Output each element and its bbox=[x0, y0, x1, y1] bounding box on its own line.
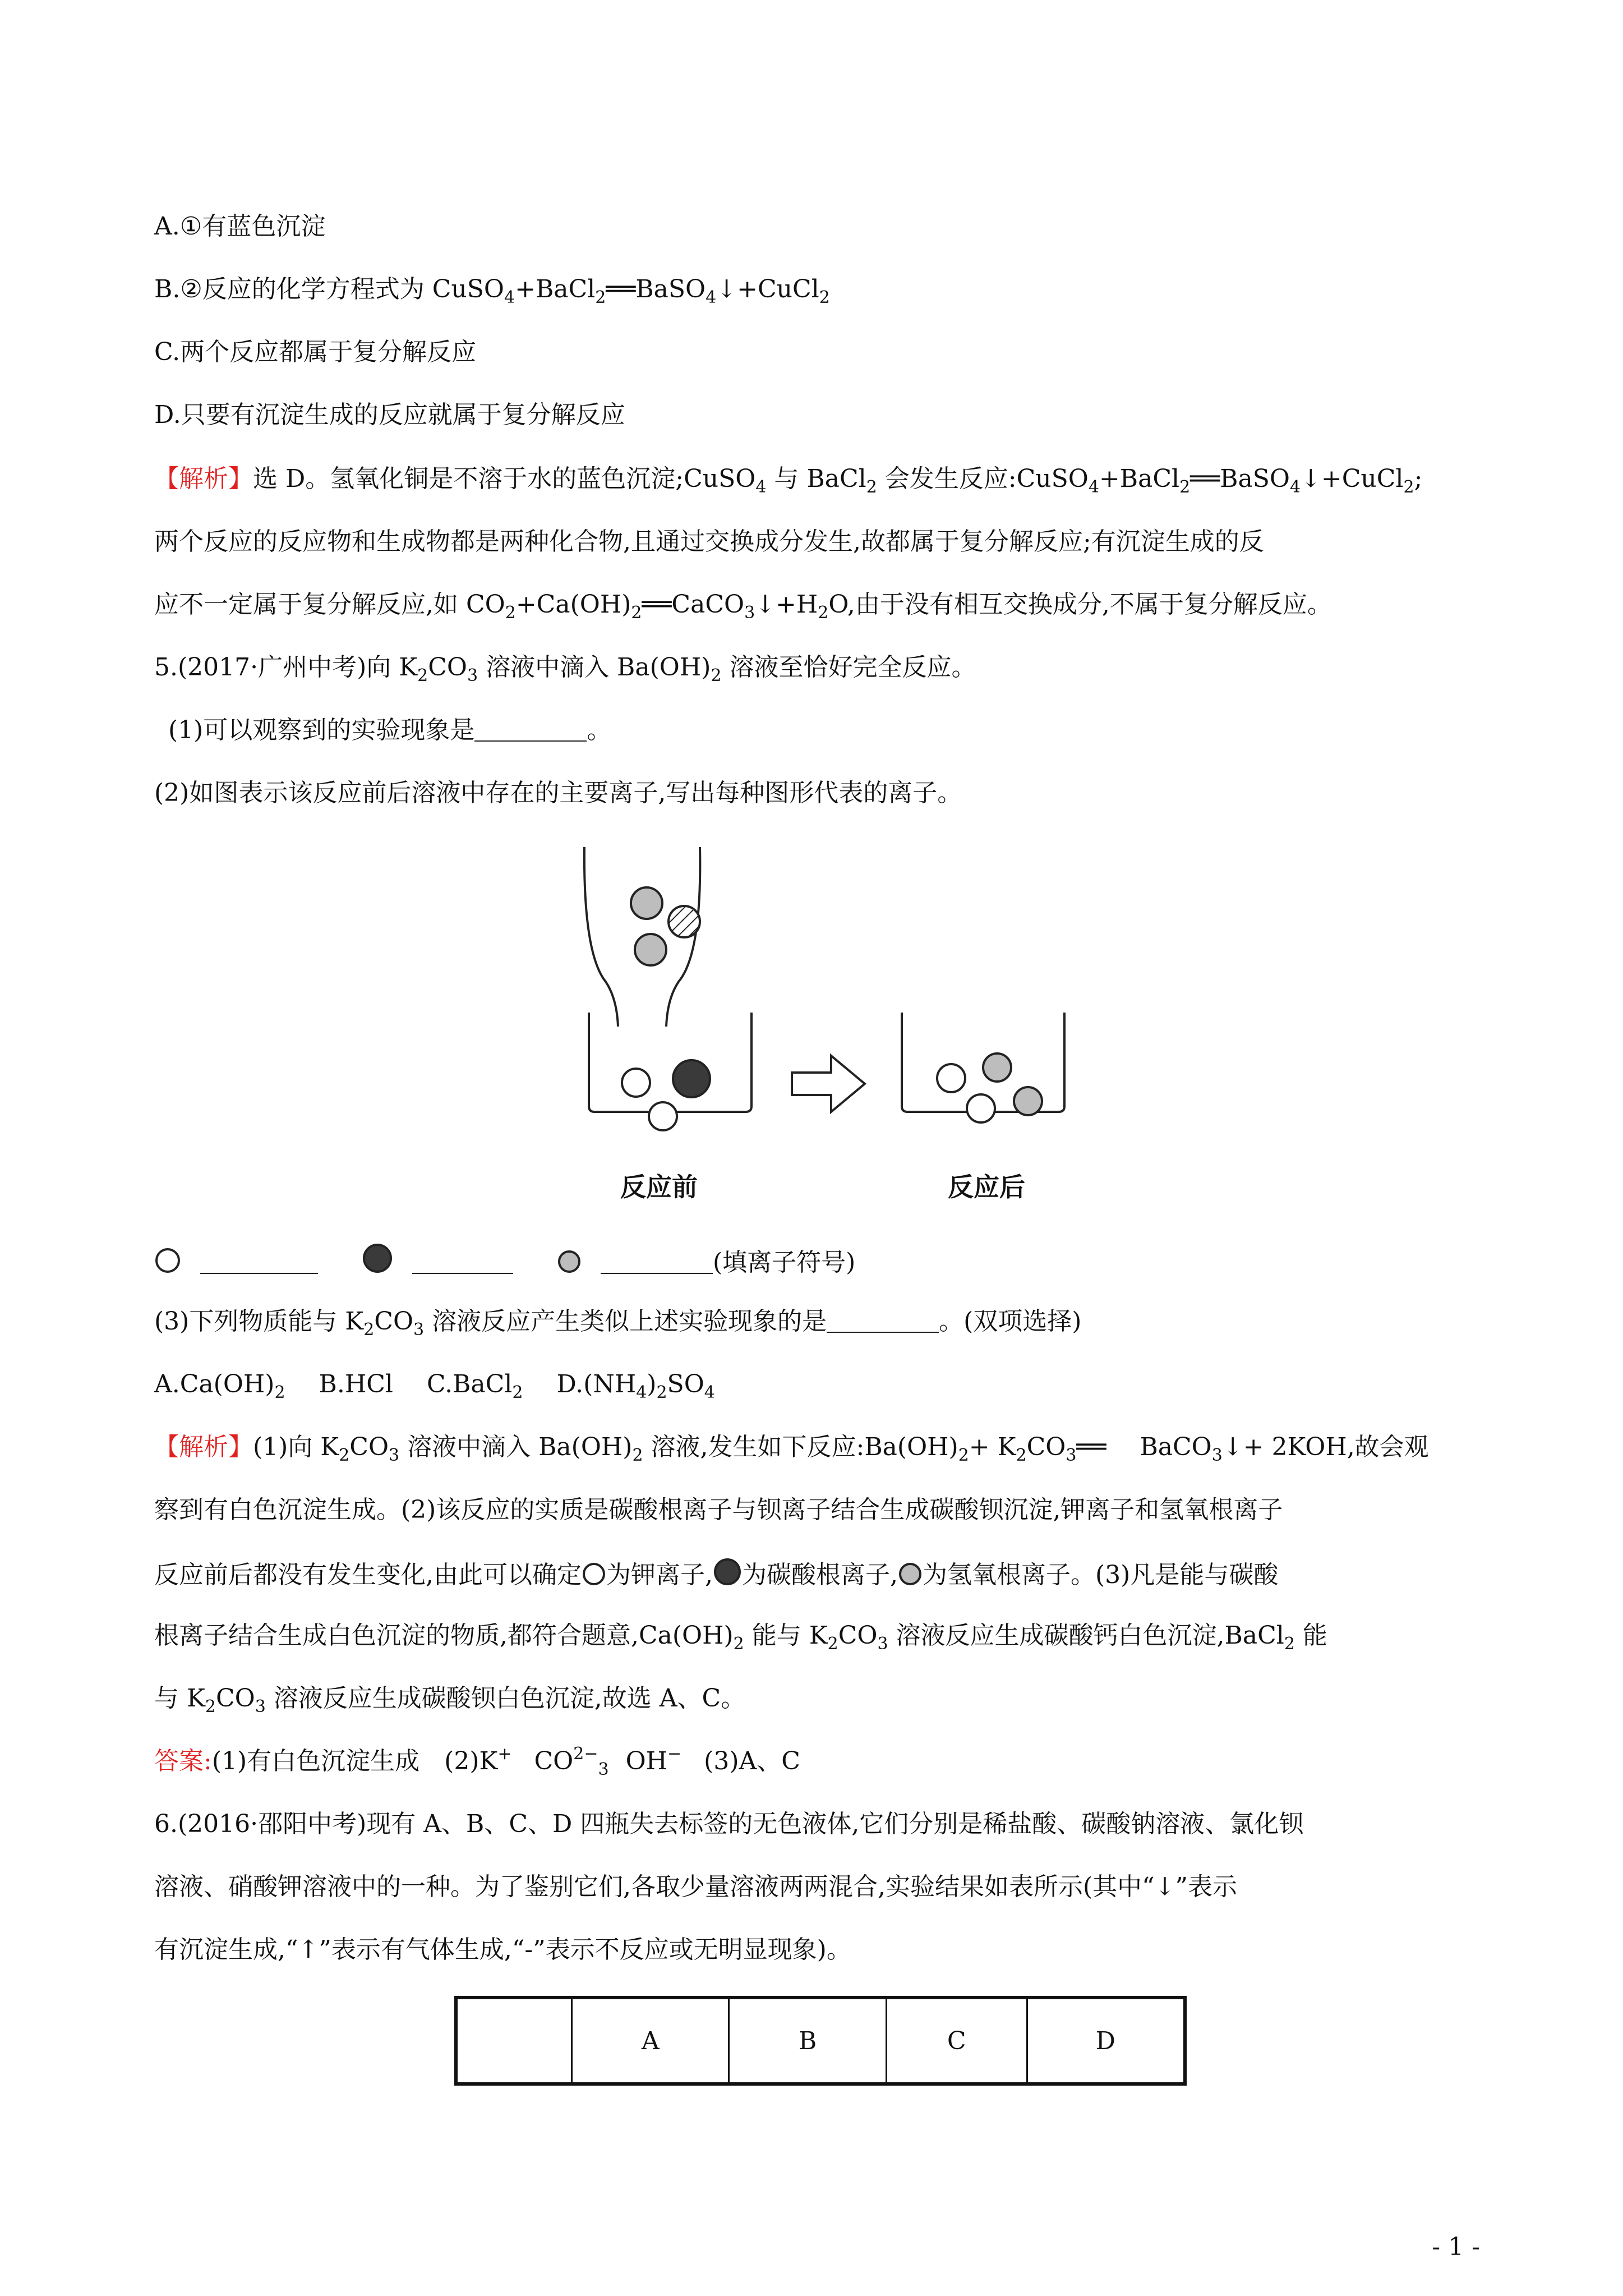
table-header-cell: A bbox=[572, 1998, 729, 2084]
q6-line3: 有沉淀生成,“↑”表示有气体生成,“-”表示不反应或无明显现象)。 bbox=[154, 1935, 851, 1964]
grey-circle-icon bbox=[898, 1562, 923, 1586]
answer-blank[interactable] bbox=[200, 1250, 318, 1274]
black-circle-icon bbox=[713, 1557, 742, 1586]
q4-option-c: C.两个反应都属于复分解反应 bbox=[154, 338, 477, 366]
white-circle-icon bbox=[622, 1069, 650, 1097]
q4-option-b: B.②反应的化学方程式为 CuSO$_4$+BaCl$_2$══BaSO$_4$↓+CuCl$_2$ bbox=[154, 275, 830, 307]
analysis-tag: 【解析】 bbox=[154, 1433, 253, 1461]
q5-part1: (1)可以观察到的实验现象是 。 bbox=[168, 716, 612, 744]
table-header-cell bbox=[456, 1998, 572, 2084]
q5-answer: 答案:(1)有白色沉淀生成 (2)K+ $CO^{2-}_3$ OH− (3)A、C bbox=[154, 1744, 800, 1779]
q5-stem: 5.(2017·广州中考)向 $K_2CO_3$ 溶液中滴入 $Ba(OH)_2$ 溶液至恰好完全反应。 bbox=[154, 653, 976, 685]
white-circle-icon bbox=[967, 1094, 995, 1122]
grey-circle-icon bbox=[983, 1053, 1011, 1082]
table-header-row bbox=[456, 1998, 1185, 2084]
beaker-before bbox=[589, 1013, 751, 1112]
answer-blank[interactable] bbox=[601, 1250, 713, 1274]
q5-part3: (3)下列物质能与 $K_2CO_3$ 溶液反应产生类似上述实验现象的是 。(双项选择) bbox=[154, 1307, 1082, 1340]
black-circle-icon bbox=[673, 1060, 710, 1097]
q4-analysis-line2: 两个反应的反应物和生成物都是两种化合物,且通过交换成分发生,故都属于复分解反应;有沉淀生成的反 bbox=[154, 527, 1264, 556]
q4-analysis-line1: 【解析】选 D。氢氧化铜是不溶于水的蓝色沉淀;CuSO$_4$ 与 BaCl$_2$ 会发生反应:CuSO$_4$+BaCl$_2$══BaSO$_4$↓+CuCl$_2$; bbox=[154, 464, 1423, 497]
dropper-left-wall bbox=[584, 847, 618, 1027]
q5-part2: (2)如图表示该反应前后溶液中存在的主要离子,写出每种图形代表的离子。 bbox=[154, 779, 962, 807]
analysis-tag: 【解析】 bbox=[154, 464, 253, 493]
q5-analysis-line1: 【解析】(1)向 $K_2CO_3$ 溶液中滴入 $Ba(OH)_2$ 溶液,发生如下反应$:Ba(OH)_2+$ $K_2CO_3══$ BaCO$_3$↓+ 2KOH,故会观 bbox=[154, 1433, 1429, 1465]
label-before: 反应前 bbox=[620, 1172, 698, 1202]
reaction-diagram bbox=[572, 841, 1088, 1156]
white-circle-icon bbox=[649, 1102, 677, 1130]
grey-circle-icon bbox=[635, 934, 666, 965]
q5-analysis-line4: 根离子结合生成白色沉淀的物质,都符合题意$,Ca(OH)_2$ 能与 $K_2CO_3$ 溶液反应生成碳酸钙白色沉淀,BaCl$_2$ 能 bbox=[154, 1621, 1327, 1654]
black-circle-icon bbox=[362, 1243, 393, 1274]
answer-blank[interactable] bbox=[412, 1250, 513, 1274]
table-header-cell: C bbox=[886, 1998, 1027, 2084]
white-circle-icon bbox=[154, 1247, 181, 1274]
white-circle-icon bbox=[582, 1562, 606, 1586]
q5-options: $A.Ca(OH)_2$ B.HCl C.BaCl$_2$ $D.(NH_4)_2SO_4$ bbox=[154, 1370, 715, 1402]
grey-circle-icon bbox=[631, 887, 662, 919]
result-table bbox=[454, 1996, 1187, 2086]
q4-analysis-line3: 应不一定属于复分解反应,如 $CO_2+Ca(OH)_2══CaCO_3↓+H_2O$,由于没有相互交换成分,不属于复分解反应。 bbox=[154, 590, 1332, 623]
q6-line2: 溶液、硝酸钾溶液中的一种。为了鉴别它们,各取少量溶液两两混合,实验结果如表所示(其中“↓”表示 bbox=[154, 1872, 1237, 1901]
ion-fill-line: (填离子符号) bbox=[154, 1243, 1472, 1278]
white-circle-icon bbox=[937, 1064, 965, 1092]
answer-blank[interactable] bbox=[474, 718, 587, 742]
table-header-cell: B bbox=[729, 1998, 886, 2084]
answer-tag: 答案: bbox=[154, 1747, 212, 1775]
table-header-cell: D bbox=[1027, 1998, 1185, 2084]
q5-analysis-line5: 与 $K_2CO_3$ 溶液反应生成碳酸钡白色沉淀,故选 A、C。 bbox=[154, 1684, 746, 1717]
q4-option-d: D.只要有沉淀生成的反应就属于复分解反应 bbox=[154, 401, 625, 429]
hatched-circle-icon bbox=[668, 906, 700, 937]
q4-option-a: A.①有蓝色沉淀 bbox=[154, 212, 326, 241]
grey-circle-icon bbox=[1014, 1087, 1042, 1115]
q5-analysis-line2: 察到有白色沉淀生成。(2)该反应的实质是碳酸根离子与钡离子结合生成碳酸钡沉淀,钾离子和氢氧根离子 bbox=[154, 1496, 1283, 1524]
q6-line1: 6.(2016·邵阳中考)现有 A、B、C、D 四瓶失去标签的无色液体,它们分别是稀盐酸、碳酸钠溶液、氯化钡 bbox=[154, 1810, 1304, 1838]
grey-circle-icon bbox=[557, 1249, 582, 1274]
answer-blank[interactable] bbox=[827, 1309, 939, 1333]
label-after: 反应后 bbox=[948, 1172, 1025, 1202]
q5-analysis-line3: 反应前后都没有发生变化,由此可以确定 为钾离子, 为碳酸根离子, 为氢氧根离子。(3)凡是能与碳酸 bbox=[154, 1557, 1472, 1591]
outline-arrow-icon bbox=[792, 1056, 865, 1112]
page-number: - 1 - bbox=[1432, 2233, 1480, 2261]
